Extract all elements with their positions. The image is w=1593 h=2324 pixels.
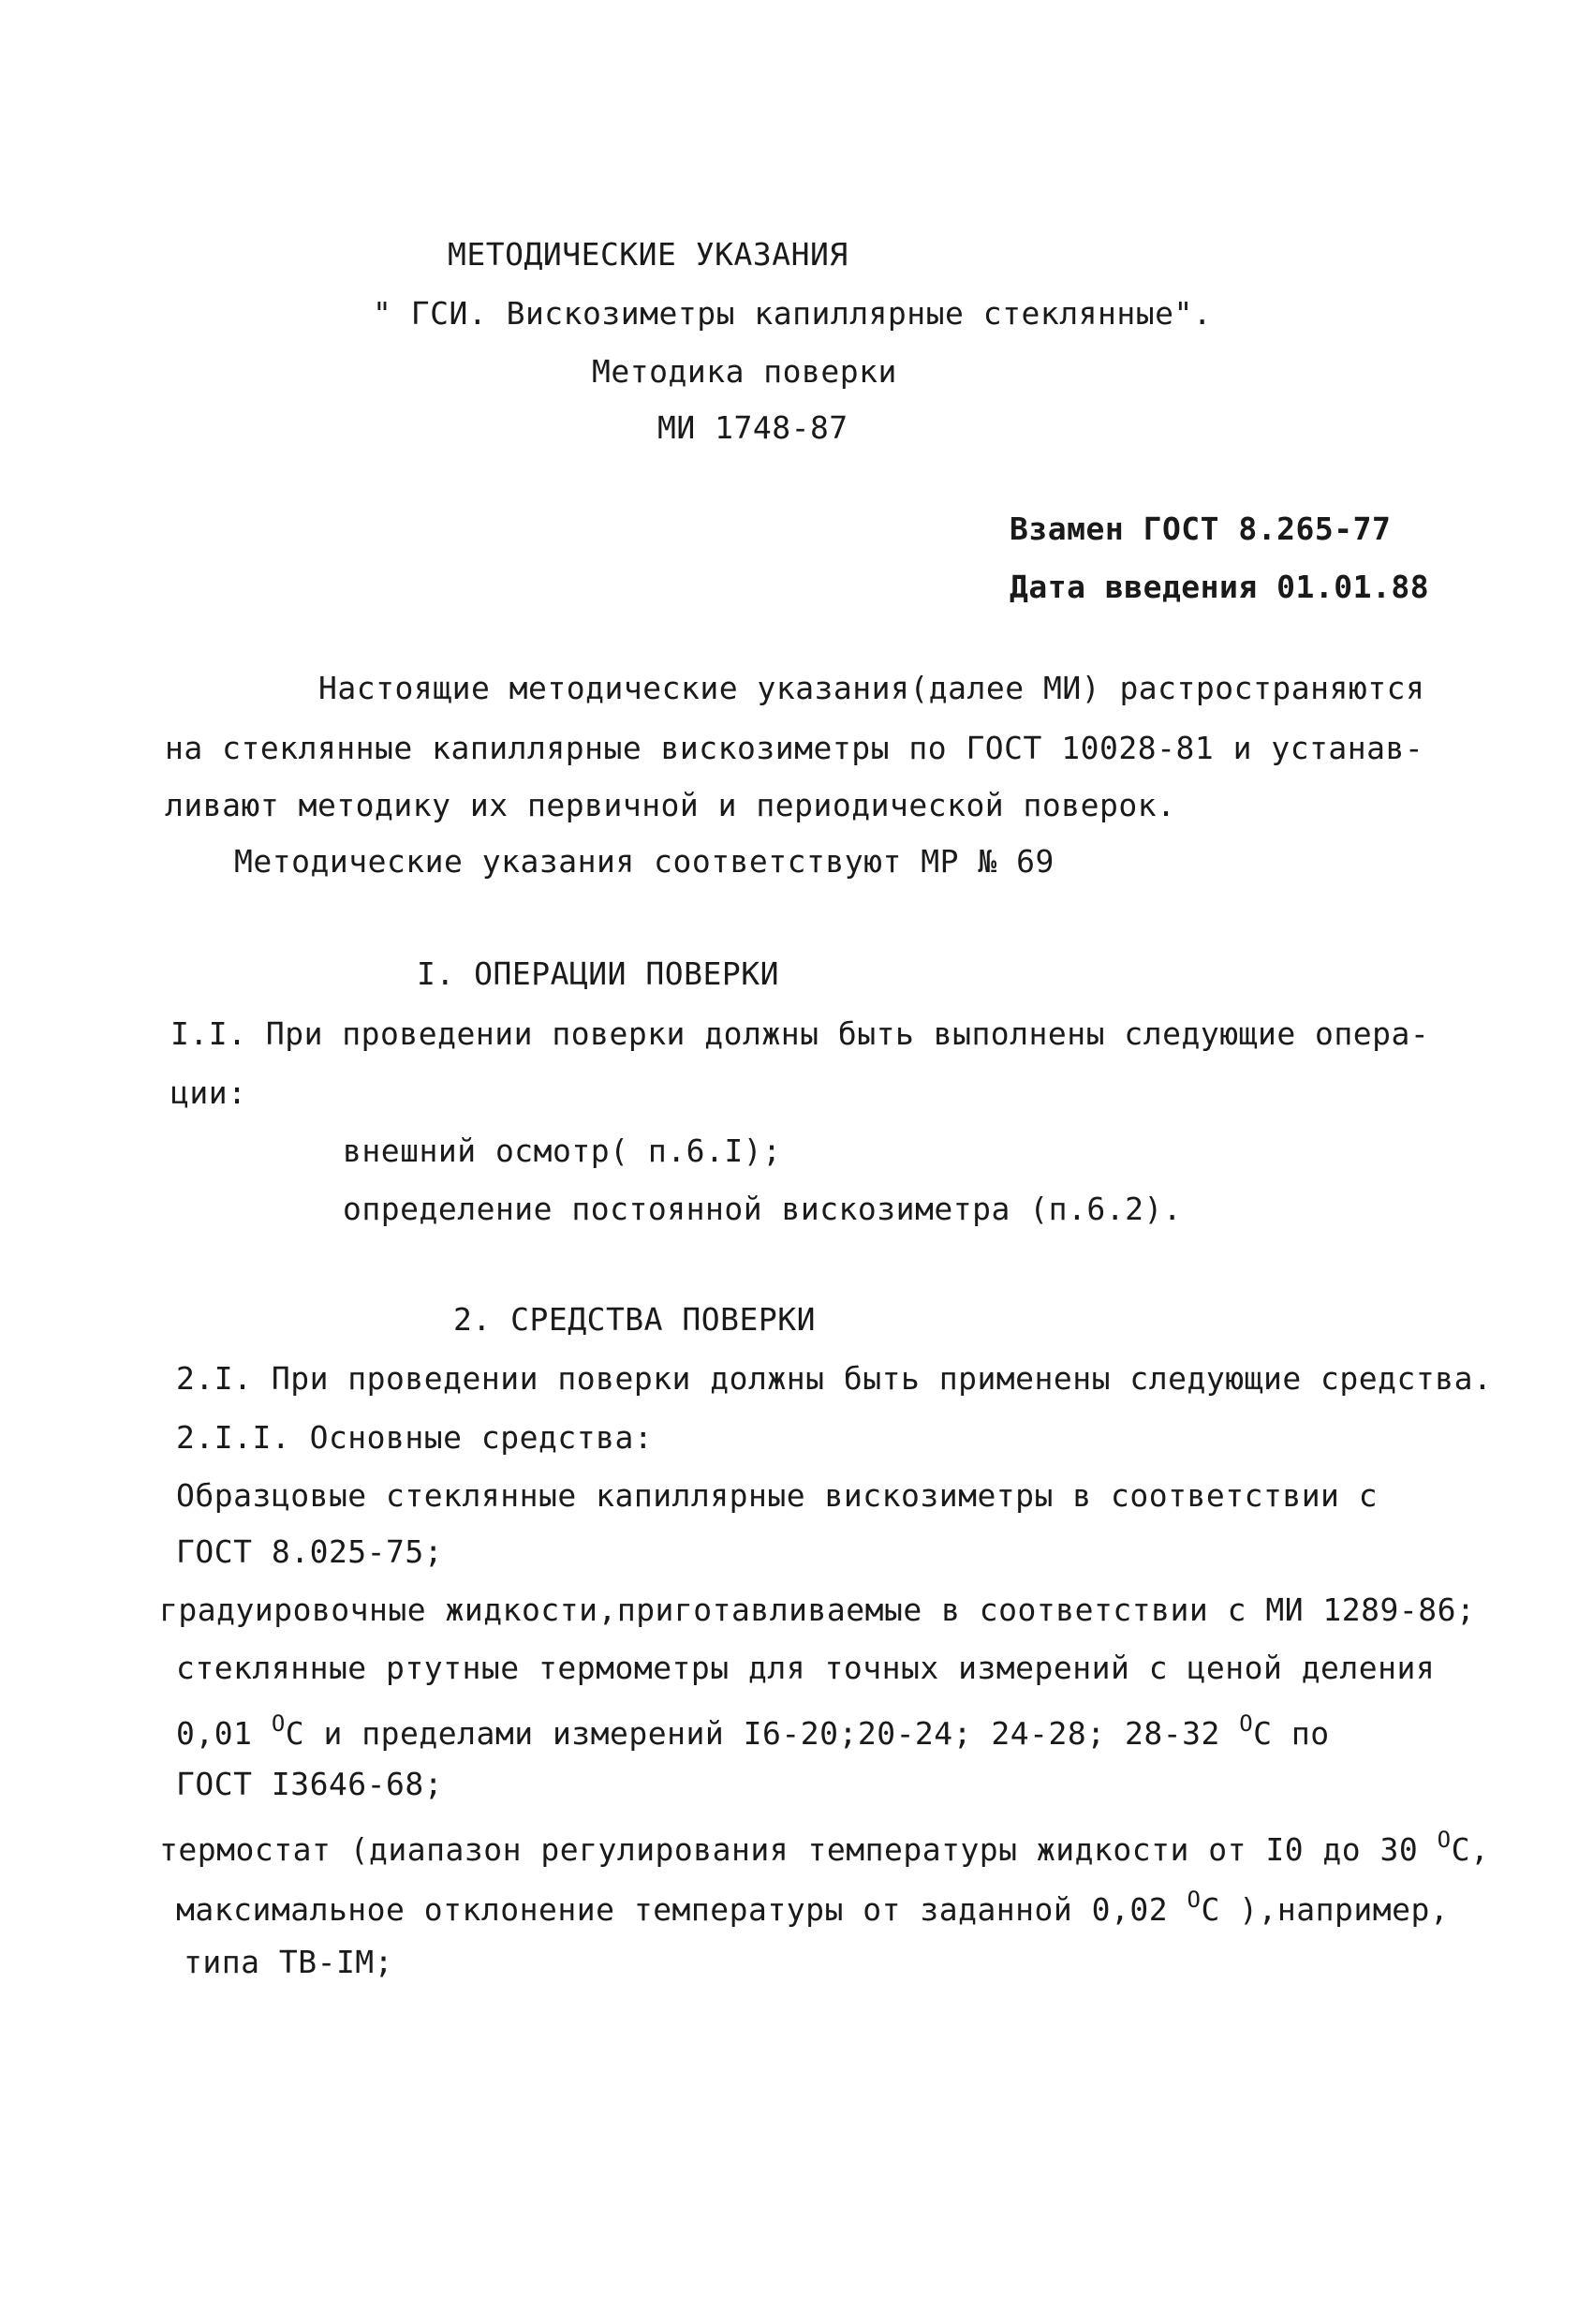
section-1-item-line-1: I.I. При проведении поверки должны быть выполнены следующие опера- xyxy=(170,1015,1430,1052)
intro-line-1: Настоящие методические указания(далее МИ) растространяются xyxy=(318,670,1425,706)
intro-date: Дата введения 01.01.88 xyxy=(1010,569,1430,605)
intro-line-3: ливают методику их первичной и периодической поверок. xyxy=(165,787,1176,823)
section-1-item-line-2: ции: xyxy=(170,1074,247,1111)
section-2-item-1: 2.I. При проведении поверки должны быть применены следующие средства. xyxy=(176,1360,1493,1397)
section-1-heading: I. ОПЕРАЦИИ ПОВЕРКИ xyxy=(417,955,779,992)
equipment-3-line-3: ГОСТ I3646-68; xyxy=(176,1766,444,1802)
equipment-2: градуировочные жидкости,приготавливаемые в соответствии с МИ 1289-86; xyxy=(159,1591,1476,1628)
intro-line-2: на стеклянные капиллярные вискозиметры по ГОСТ 10028-81 и устанав- xyxy=(165,730,1424,766)
equipment-1-line-2: ГОСТ 8.025-75; xyxy=(176,1533,444,1570)
section-2-item-1-1: 2.I.I. Основные средства: xyxy=(176,1419,654,1456)
doc-title: МЕТОДИЧЕСКИЕ УКАЗАНИЯ xyxy=(448,236,848,273)
value-text: С по xyxy=(1253,1715,1330,1752)
value-text: термостат (диапазон регулирования температуры жидкости от I0 до 30 xyxy=(159,1831,1438,1868)
equipment-3-line-1: стеклянные ртутные термометры для точных измерений с ценой деления xyxy=(176,1650,1436,1686)
section-2-heading: 2. СРЕДСТВА ПОВЕРКИ xyxy=(453,1301,816,1338)
value-text: 0,01 xyxy=(176,1715,272,1752)
doc-method: Методика поверки xyxy=(592,353,897,390)
doc-code: МИ 1748-87 xyxy=(657,409,848,446)
equipment-4-line-1 xyxy=(159,1827,1490,1868)
degree-sign: O xyxy=(1187,1887,1202,1913)
intro-line-4: Методические указания соответствуют МР № 69 xyxy=(234,843,1055,880)
value-text: С ),например, xyxy=(1201,1891,1450,1928)
degree-sign: O xyxy=(1437,1827,1452,1853)
degree-sign: O xyxy=(1239,1710,1254,1737)
value-text: С, xyxy=(1451,1831,1490,1868)
operation-2: определение постоянной вискозиметра (п.6.2). xyxy=(343,1191,1183,1227)
value-text: С и пределами измерений I6-20;20-24; 24-28; 28-32 xyxy=(285,1715,1240,1752)
value-text: максимальное отклонение температуры от заданной 0,02 xyxy=(176,1891,1187,1928)
replaces-note: Взамен ГОСТ 8.265-77 xyxy=(1010,511,1392,547)
doc-subtitle: " ГСИ. Вискозиметры капиллярные стеклянные". xyxy=(373,295,1213,332)
equipment-4-line-3: типа ТВ-IМ; xyxy=(184,1944,394,1980)
degree-sign: O xyxy=(271,1710,286,1737)
operation-1: внешний осмотр( п.6.I); xyxy=(343,1132,782,1169)
equipment-4-line-2 xyxy=(176,1887,1450,1928)
equipment-1-line-1: Образцовые стеклянные капиллярные вискозиметры в соответствии с xyxy=(176,1477,1379,1514)
equipment-3-line-2 xyxy=(176,1710,1330,1752)
